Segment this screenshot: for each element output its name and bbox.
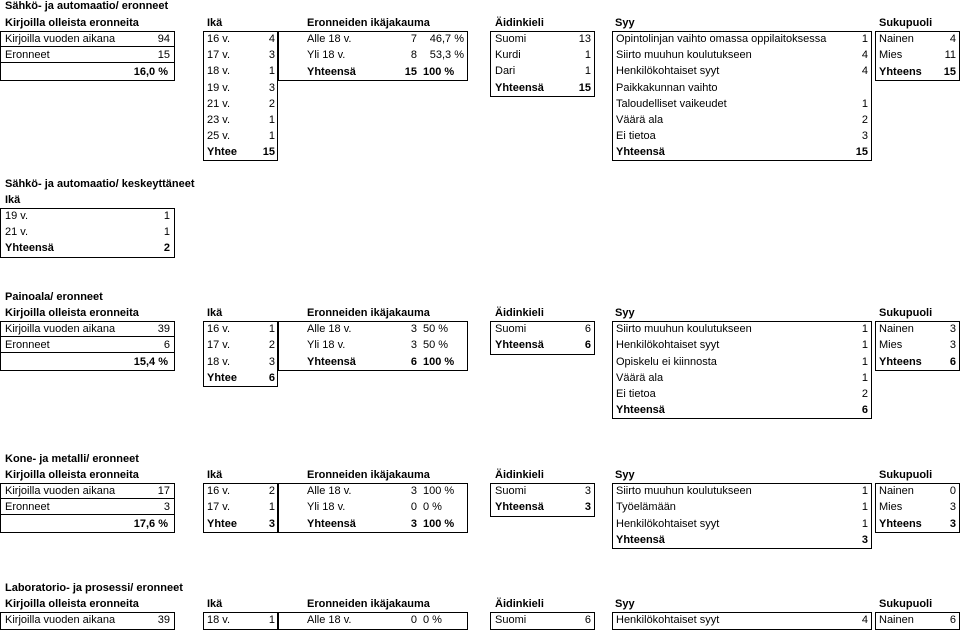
reason-label: Ei tietoa <box>616 130 656 142</box>
age-label: 17 v. <box>207 339 231 351</box>
lang-label: Suomi <box>495 485 527 497</box>
age-count: 4 <box>268 33 275 45</box>
age-label: 18 v. <box>207 65 231 77</box>
age-label: 21 v. <box>207 98 231 110</box>
mies-count: 11 <box>944 49 956 61</box>
header-ika: Ikä <box>207 307 223 319</box>
eronneet-value: 15 <box>157 49 170 61</box>
header-ika: Ikä <box>207 17 223 29</box>
header-syy: Syy <box>615 307 635 319</box>
header-aidinkieli: Äidinkieli <box>495 17 544 29</box>
age-label: 16 v. <box>207 323 231 335</box>
reason-total: 15 <box>855 146 868 158</box>
mies-label: Mies <box>879 49 903 61</box>
reason-label: Väärä ala <box>616 372 664 384</box>
eronneet-pct: 16,0 % <box>133 66 168 78</box>
header-kirjoilla: Kirjoilla olleista eronneita <box>5 17 139 29</box>
header-sukupuoli: Sukupuoli <box>879 17 933 29</box>
jakauma-total-label: Yhteensä <box>307 356 356 368</box>
age-count: 2 <box>268 98 275 110</box>
age-label: 25 v. <box>207 130 231 142</box>
age-count: 1 <box>268 323 275 335</box>
kirjoilla-value: 94 <box>157 33 170 45</box>
reason-label: Ei tietoa <box>616 388 656 400</box>
reason-label: Henkilökohtaiset syyt <box>616 339 720 351</box>
lang-label: Dari <box>495 65 516 77</box>
sex-total-label: Yhteens <box>879 66 922 78</box>
jakauma-total: 6 <box>410 356 417 368</box>
eronneet-label: Eronneet <box>5 49 50 61</box>
header-syy: Syy <box>615 17 635 29</box>
alle18-pct: 50 % <box>423 323 449 335</box>
section-title: Laboratorio- ja prosessi/ eronneet <box>5 582 183 594</box>
reason-label: Henkilökohtaiset syyt <box>616 65 720 77</box>
kirjoilla-value: 39 <box>157 614 170 626</box>
sex-total-label: Yhteens <box>879 356 922 368</box>
header-ikajakauma: Eronneiden ikäjakauma <box>307 17 430 29</box>
reason-total-label: Yhteensä <box>616 146 665 158</box>
age-total: 3 <box>268 518 275 530</box>
jakauma-total: 3 <box>410 518 417 530</box>
reason-count: 2 <box>861 114 868 126</box>
kirjoilla-label: Kirjoilla vuoden aikana <box>5 614 116 626</box>
age-label: 17 v. <box>207 501 231 513</box>
section-title: Painoala/ eronneet <box>5 291 103 303</box>
header-kirjoilla: Kirjoilla olleista eronneita <box>5 598 139 610</box>
alle18-count: 3 <box>410 323 417 335</box>
lang-label: Kurdi <box>495 49 521 61</box>
kirjoilla-label: Kirjoilla vuoden aikana <box>5 323 116 335</box>
header-sukupuoli: Sukupuoli <box>879 598 933 610</box>
age-label: 19 v. <box>5 210 29 222</box>
section-title: Sähkö- ja automaatio/ keskeyttäneet <box>5 178 195 190</box>
nainen-count: 3 <box>949 323 956 335</box>
section-title: Kone- ja metalli/ eronneet <box>5 453 139 465</box>
reason-label: Siirto muuhun koulutukseen <box>616 485 752 497</box>
header-kirjoilla: Kirjoilla olleista eronneita <box>5 307 139 319</box>
mies-count: 3 <box>949 501 956 513</box>
yli18-count: 3 <box>410 339 417 351</box>
reason-count: 4 <box>861 49 868 61</box>
age-label: 18 v. <box>207 614 231 626</box>
age-count: 1 <box>268 130 275 142</box>
lang-count: 6 <box>584 614 591 626</box>
mies-label: Mies <box>879 501 903 513</box>
age-count: 1 <box>163 226 170 238</box>
age-count: 1 <box>268 114 275 126</box>
age-label: 17 v. <box>207 49 231 61</box>
header-aidinkieli: Äidinkieli <box>495 307 544 319</box>
header-sukupuoli: Sukupuoli <box>879 307 933 319</box>
reason-total-label: Yhteensä <box>616 404 665 416</box>
reason-label: Henkilökohtaiset syyt <box>616 518 720 530</box>
lang-label: Suomi <box>495 33 527 45</box>
reason-label: Henkilökohtaiset syyt <box>616 614 720 626</box>
age-count: 1 <box>163 210 170 222</box>
age-total-label: Yhtee <box>207 146 237 158</box>
jakauma-total-pct: 100 % <box>423 518 455 530</box>
lang-total-label: Yhteensä <box>495 501 544 513</box>
eronneet-pct: 15,4 % <box>133 356 168 368</box>
yli18-pct: 53,3 % <box>429 49 464 61</box>
lang-count: 13 <box>578 33 591 45</box>
reason-count <box>850 80 868 96</box>
lang-count: 6 <box>584 323 591 335</box>
kirjoilla-value: 17 <box>157 485 170 497</box>
alle18-label: Alle 18 v. <box>307 614 352 626</box>
reason-count: 2 <box>861 388 868 400</box>
reason-count: 1 <box>861 33 868 45</box>
age-total: 6 <box>268 372 275 384</box>
lang-count: 1 <box>584 49 591 61</box>
eronneet-label: Eronneet <box>5 339 50 351</box>
reason-count: 4 <box>861 65 868 77</box>
alle18-pct: 0 % <box>423 614 442 626</box>
sex-total: 15 <box>943 66 956 78</box>
age-label: 16 v. <box>207 485 231 497</box>
lang-total-label: Yhteensä <box>495 339 544 351</box>
yli18-label: Yli 18 v. <box>307 49 346 61</box>
lang-total: 6 <box>584 339 591 351</box>
lang-total: 15 <box>578 82 591 94</box>
reason-label: Taloudelliset vaikeudet <box>616 98 727 110</box>
age-total: 15 <box>262 146 275 158</box>
nainen-count: 4 <box>949 33 956 45</box>
header-kirjoilla: Kirjoilla olleista eronneita <box>5 469 139 481</box>
reason-label: Siirto muuhun koulutukseen <box>616 323 752 335</box>
reason-total: 3 <box>861 534 868 546</box>
jakauma-total: 15 <box>404 66 417 78</box>
reason-label: Väärä ala <box>616 114 664 126</box>
nainen-label: Nainen <box>879 614 914 626</box>
age-count: 1 <box>268 501 275 513</box>
sex-total-label: Yhteens <box>879 518 922 530</box>
alle18-count: 3 <box>410 485 417 497</box>
header-aidinkieli: Äidinkieli <box>495 598 544 610</box>
header-ika: Ikä <box>207 469 223 481</box>
alle18-count: 7 <box>410 33 417 45</box>
header-syy: Syy <box>615 469 635 481</box>
lang-total-label: Yhteensä <box>495 82 544 94</box>
age-count: 1 <box>268 65 275 77</box>
eronneet-value: 3 <box>163 501 170 513</box>
alle18-pct: 100 % <box>423 485 455 497</box>
reason-count: 1 <box>861 98 868 110</box>
header-syy: Syy <box>615 598 635 610</box>
header-ikajakauma: Eronneiden ikäjakauma <box>307 598 430 610</box>
alle18-pct: 46,7 % <box>429 33 464 45</box>
nainen-count: 6 <box>949 614 956 626</box>
reason-count: 3 <box>861 130 868 142</box>
total-label: Yhteensä <box>5 242 54 254</box>
jakauma-total-pct: 100 % <box>423 66 455 78</box>
reason-total: 6 <box>861 404 868 416</box>
age-count: 2 <box>268 339 275 351</box>
mies-label: Mies <box>879 339 903 351</box>
total-value: 2 <box>163 242 170 254</box>
eronneet-pct: 17,6 % <box>133 518 168 530</box>
mies-count: 3 <box>949 339 956 351</box>
header-ika: Ikä <box>5 194 21 206</box>
age-count: 3 <box>268 49 275 61</box>
age-total-label: Yhtee <box>207 372 237 384</box>
age-label: 23 v. <box>207 114 231 126</box>
header-ikajakauma: Eronneiden ikäjakauma <box>307 469 430 481</box>
jakauma-total-label: Yhteensä <box>307 518 356 530</box>
lang-count: 3 <box>584 485 591 497</box>
reason-count: 1 <box>861 356 868 368</box>
reason-label: Opintolinjan vaihto omassa oppilaitoksessa <box>616 33 827 45</box>
reason-label: Siirto muuhun koulutukseen <box>616 49 752 61</box>
age-label: 21 v. <box>5 226 29 238</box>
age-total-label: Yhtee <box>207 518 237 530</box>
nainen-label: Nainen <box>879 323 914 335</box>
nainen-label: Nainen <box>879 33 914 45</box>
reason-count: 1 <box>861 372 868 384</box>
jakauma-total-label: Yhteensä <box>307 66 356 78</box>
age-label: 19 v. <box>207 82 231 94</box>
kirjoilla-value: 39 <box>157 323 170 335</box>
yli18-pct: 0 % <box>423 501 442 513</box>
header-ika: Ikä <box>207 598 223 610</box>
reason-count: 1 <box>861 518 868 530</box>
sex-total: 3 <box>949 518 956 530</box>
reason-label: Työelämään <box>616 501 676 513</box>
yli18-count: 0 <box>410 501 417 513</box>
age-label: 18 v. <box>207 356 231 368</box>
age-label: 16 v. <box>207 33 231 45</box>
reason-count: 4 <box>861 614 868 626</box>
eronneet-label: Eronneet <box>5 501 50 513</box>
reason-count: 1 <box>861 339 868 351</box>
section-title: Sähkö- ja automaatio/ eronneet <box>5 0 169 12</box>
age-count: 2 <box>268 485 275 497</box>
reason-label: Paikkakunnan vaihto <box>616 82 718 94</box>
lang-label: Suomi <box>495 614 527 626</box>
lang-total: 3 <box>584 501 591 513</box>
reason-count: 1 <box>861 501 868 513</box>
alle18-label: Alle 18 v. <box>307 33 352 45</box>
nainen-count: 0 <box>949 485 956 497</box>
alle18-label: Alle 18 v. <box>307 485 352 497</box>
lang-count: 1 <box>584 65 591 77</box>
jakauma-total-pct: 100 % <box>423 356 455 368</box>
age-count: 1 <box>268 614 275 626</box>
header-aidinkieli: Äidinkieli <box>495 469 544 481</box>
reason-label: Opiskelu ei kiinnosta <box>616 356 717 368</box>
kirjoilla-label: Kirjoilla vuoden aikana <box>5 33 116 45</box>
yli18-pct: 50 % <box>423 339 449 351</box>
header-ikajakauma: Eronneiden ikäjakauma <box>307 307 430 319</box>
yli18-count: 8 <box>410 49 417 61</box>
sex-total: 6 <box>949 356 956 368</box>
header-sukupuoli: Sukupuoli <box>879 469 933 481</box>
reason-total-label: Yhteensä <box>616 534 665 546</box>
yli18-label: Yli 18 v. <box>307 339 346 351</box>
alle18-label: Alle 18 v. <box>307 323 352 335</box>
reason-count: 1 <box>861 485 868 497</box>
lang-label: Suomi <box>495 323 527 335</box>
age-count: 3 <box>268 82 275 94</box>
eronneet-value: 6 <box>163 339 170 351</box>
kirjoilla-label: Kirjoilla vuoden aikana <box>5 485 116 497</box>
reason-count: 1 <box>861 323 868 335</box>
yli18-label: Yli 18 v. <box>307 501 346 513</box>
nainen-label: Nainen <box>879 485 914 497</box>
age-count: 3 <box>268 356 275 368</box>
alle18-count: 0 <box>410 614 417 626</box>
